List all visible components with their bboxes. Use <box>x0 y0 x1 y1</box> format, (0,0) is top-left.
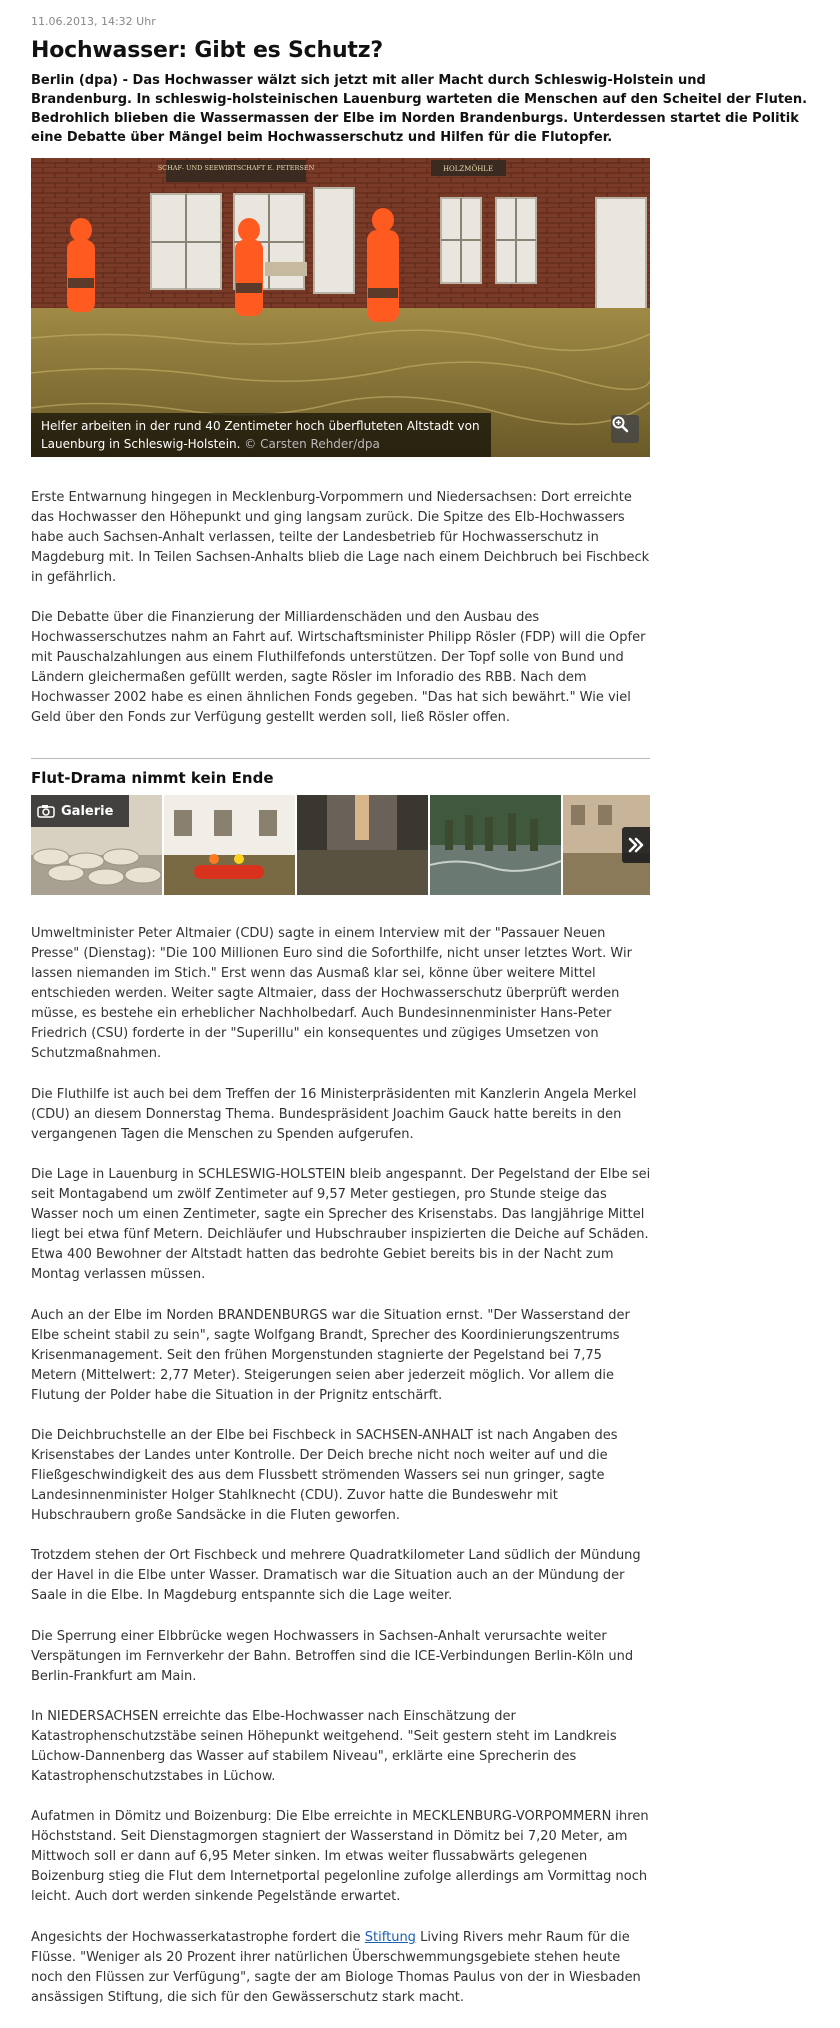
paragraph-text: Angesichts der Hochwasserkatastrophe fordert die <box>31 1930 365 1945</box>
hero-caption-credit: © Carsten Rehder/dpa <box>244 437 380 451</box>
gallery-badge[interactable] <box>31 795 129 827</box>
gallery-thumb[interactable] <box>430 795 561 895</box>
zoom-button[interactable] <box>611 415 639 443</box>
paragraph: Erste Entwarnung hingegen in Mecklenburg-Vorpommern und Niedersachsen: Dort erreichte das Hochwasser den Höhepunkt und ging langsam zurück. Die Spitze des Elb-Hochwassers habe auch Sachsen-Anhalt verlassen, teilte der Landesbetrieb für Hochwasserschutz in Magdeburg mit. In Teilen Sachsen-Anhalts blieb die Lage nach einem Deichbruch bei Fischbeck in gefährlich. <box>31 490 650 585</box>
paragraph: Die Sperrung einer Elbbrücke wegen Hochwassers in Sachsen-Anhalt verursachte weiter Verspätungen im Fernverkehr der Bahn. Betroffen sind die ICE-Verbindungen Berlin-Köln und Berlin-Frankfurt am Main. <box>31 1629 634 1684</box>
paragraph: Umweltminister Peter Altmaier (CDU) sagte in einem Interview mit der "Passauer Neuen Presse" (Dienstag): "Die 100 Millionen Euro sind die Soforthilfe, nicht unser letztes Wort. Wir lassen niemanden im Stich." Erst wenn das Ausmaß klar sei, könne über weitere Mittel entschieden werden. Weiter sagte Altmaier, dass der Hochwasserschutz überprüft werden müsse, es bestehe ein erheblicher Nachholbedarf. Auch Bundesinnenminister Hans-Peter Friedrich (CSU) forderte in der "Superillu" ein konsequentes und zügiges Umsetzen von Schutzmaßnahmen. <box>31 926 632 1061</box>
double-chevron-right-icon <box>627 837 645 853</box>
paragraph-text: Living Rivers mehr Raum für die Flüsse. "Weniger als 20 Prozent ihrer natürlichen Überschwemmungsgebiete stehen heute noch den Flüssen zur Verfügung", sagte der am Biologe Thomas Paulus von der in Wiesbaden ansässigen Stiftung, die sich für den Gewässerschutz stark macht. <box>31 1930 641 2005</box>
gallery-badge-label: Galerie <box>61 803 114 819</box>
paragraph: Trotzdem stehen der Ort Fischbeck und mehrere Quadratkilometer Land südlich der Mündung der Havel in die Elbe unter Wasser. Dramatisch war die Situation auch an der Mündung der Saale in die Elbe. In Magdeburg entspannte sich die Lage weiter. <box>31 1548 641 1603</box>
paragraph: Die Deichbruchstelle an der Elbe bei Fischbeck in SACHSEN-ANHALT ist nach Angaben des Krisenstabes der Landes unter Kontrolle. Der Deich breche nicht noch weiter auf und die Fließgeschwindigkeit des aus dem Flussbett strömenden Wassers sei nun gringer, sagte Landesinnenminister Holger Stahlknecht (CDU). Zuvor hatte die Bundeswehr mit Hubschraubern große Sandsäcke in die Fluten geworfen. <box>31 1428 618 1523</box>
section-divider <box>31 758 650 759</box>
article-lead: Berlin (dpa) - Das Hochwasser wälzt sich jetzt mit aller Macht durch Schleswig-Holstein und Brandenburg. In schleswig-holsteinischen Lauenburg warteten die Menschen auf den Scheitel der Fluten. Bedrohlich blieben die Wassermassen der Elbe im Norden Brandenburgs. Unterdessen startet die Politik eine Debatte über Mängel beim Hochwasserschutz und Hilfen für die Flutopfer. <box>31 73 808 145</box>
paragraph: Die Fluthilfe ist auch bei dem Treffen der 16 Ministerpräsidenten mit Kanzlerin Angela Merkel (CDU) an diesem Donnerstag Thema. Bundespräsident Joachim Gauck hatte bereits in den vergangenen Tagen die Menschen zu Spenden aufgerufen. <box>31 1087 637 1142</box>
hero-caption <box>31 413 491 457</box>
article-dateline: 11.06.2013, 14:32 Uhr <box>31 15 156 28</box>
gallery-next-button[interactable] <box>622 827 650 863</box>
camera-icon <box>37 804 55 818</box>
hero-sign-right: HOLZMÖHLE <box>442 165 494 173</box>
paragraph: In NIEDERSACHSEN erreichte das Elbe-Hochwasser nach Einschätzung der Katastrophenschutzstäbe seinen Höhepunkt weitgehend. "Seit gestern steht im Landkreis Lüchow-Dannenberg das Wasser auf stabilem Niveau", erklärte eine Sprecherin des Katastrophenschutzstabes in Lüchow. <box>31 1709 617 1784</box>
article-headline: Hochwasser: Gibt es Schutz? <box>31 38 383 63</box>
paragraph: Auch an der Elbe im Norden BRANDENBURGS war die Situation ernst. "Der Wasserstand der Elbe scheint stabil zu sein", sagte Wolfgang Brandt, Sprecher des Koordinierungszentrums Krisenmanagement. Seit den frühen Morgenstunden stagnierte der Pegelstand bei 7,75 Metern (Mittelwert: 2,77 Meter). Steigerungen seien aber jederzeit möglich. Vor allem die Flutung der Polder habe die Situation in der Prignitz entschärft. <box>31 1308 630 1403</box>
gallery-thumb-flooded-interior <box>297 795 428 895</box>
stiftung-link[interactable]: Stiftung <box>364 1930 416 1945</box>
paragraph: Die Debatte über die Finanzierung der Milliardenschäden und den Ausbau des Hochwasserschutzes nahm an Fahrt auf. Wirtschaftsminister Philipp Rösler (FDP) will die Opfer mit Pauschalzahlungen aus einem Fluthilfefonds unterstützen. Der Topf solle von Bund und Ländern gleichermaßen gefüllt werden, sagte Rösler im Inforadio des RBB. Nach dem Hochwasser 2002 habe es einen ähnlichen Fonds gegeben. "Das hat sich bewährt." Wie viel Geld über den Fonds zur Verfügung gestellt werden soll, ließ Rösler offen. <box>31 610 646 725</box>
paragraph: Aufatmen in Dömitz und Boizenburg: Die Elbe erreichte in MECKLENBURG-VORPOMMERN ihren Höchststand. Seit Dienstagmorgen stagniert der Wasserstand in Dömitz bei 7,20 Meter, am Mittwoch soll er dann auf 6,95 Meter sinken. Im etwas weiter flussabwärts gelegenen Boizenburg stieg die Flut dem Internetportal pegelonline zufolge allerdings am Vormittag noch leicht. Auch dort werden sinkende Pegelstände erwartet. <box>31 1809 649 1904</box>
paragraph: Die Lage in Lauenburg in SCHLESWIG-HOLSTEIN bleib angespannt. Der Pegelstand der Elbe sei seit Montagabend um zwölf Zentimeter auf 9,57 Meter gestiegen, pro Stunde steige das Wasser noch um einen Zentimeter, sagte ein Sprecher des Krisenstabs. Das langjährige Mittel liegt bei etwa fünf Metern. Deichläufer und Hubschrauber inspizierten die Deiche auf Schäden. Etwa 400 Bewohner der Altstadt hatten das bedrohte Gebiet bereits bis in der Nacht zum Montag verlassen müssen. <box>31 1167 651 1282</box>
hero-sign-left: SCHAF- UND SEEWIRTSCHAFT E. PETERSEN <box>157 164 315 172</box>
gallery-thumb-rescue-boat <box>164 795 295 895</box>
gallery-title: Flut-Drama nimmt kein Ende <box>31 769 274 787</box>
photo-gallery[interactable] <box>31 795 650 895</box>
paragraph-last <box>31 1928 651 2008</box>
hero-caption-text: Helfer arbeiten in der rund 40 Zentimeter hoch überfluteten Altstadt von Lauenburg in Schleswig-Holstein. <box>41 419 480 451</box>
gallery-thumb-soldiers-water <box>430 795 561 895</box>
zoom-magnifier-icon <box>611 415 629 433</box>
gallery-thumb[interactable] <box>297 795 428 895</box>
gallery-thumb[interactable] <box>164 795 295 895</box>
hero-image[interactable] <box>31 158 650 457</box>
